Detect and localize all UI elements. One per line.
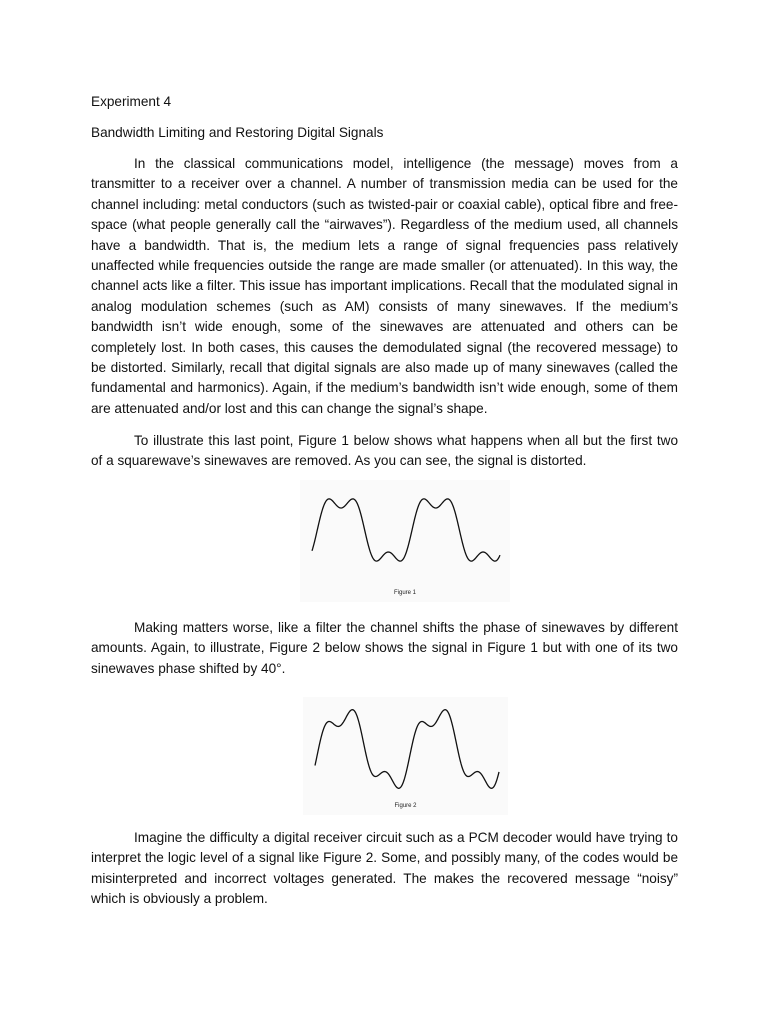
figure-1-caption: Figure 1 bbox=[393, 590, 416, 596]
document-title: Bandwidth Limiting and Restoring Digital Signals bbox=[91, 125, 384, 140]
figure-2-signal-line bbox=[315, 710, 499, 789]
paragraph-figure2-intro: Making matters worse, like a filter the channel shifts the phase of sinewaves by different amounts. Again, to illustrate, Figure 2 below shows the signal in Figure 1 but with one of its two sinewaves phase shifted by 40°. bbox=[91, 620, 678, 676]
figure-2-caption: Figure 2 bbox=[394, 803, 417, 809]
figure-2-waveform bbox=[303, 697, 508, 797]
paragraph-intro: In the classical communications model, intelligence (the message) moves from a transmitter to a receiver over a channel. A number of transmission media can be used for the channel including: metal conductors (such as twisted-pair or coaxial cable), optical fibre and free-space (what people generally call the “airwaves”). Regardless of the medium used, all channels have a bandwidth. That is, the medium lets a range of signal frequencies pass relatively unaffected while frequencies outside the range are made smaller (or attenuated). In this way, the channel acts like a filter. This issue has important implications. Recall that the modulated signal in analog modulation schemes (such as AM) consists of many sinewaves. If the medium’s bandwidth isn’t wide enough, some of the sinewaves are attenuated and others can be completely lost. In both cases, this causes the demodulated signal (the recovered message) to be distorted. Similarly, recall that digital signals are also made up of many sinewaves (called the fundamental and harmonics). Again, if the medium’s bandwidth isn’t wide enough, some of them are attenuated and/or lost and this can change the signal’s shape. bbox=[91, 156, 678, 416]
figure-1-waveform bbox=[300, 480, 510, 580]
figure-1 bbox=[300, 480, 510, 602]
figure-2 bbox=[303, 697, 508, 815]
paragraph-conclusion: Imagine the difficulty a digital receiver circuit such as a PCM decoder would have trying to interpret the logic level of a signal like Figure 2. Some, and possibly many, of the codes would be misinterpreted and incorrect voltages generated. The makes the recovered message “noisy” which is obviously a problem. bbox=[91, 830, 678, 907]
paragraph-figure1-intro: To illustrate this last point, Figure 1 below shows what happens when all but the first two of a squarewave’s sinewaves are removed. As you can see, the signal is distorted. bbox=[91, 433, 678, 469]
figure-1-signal-line bbox=[312, 499, 500, 561]
experiment-number: Experiment 4 bbox=[91, 94, 172, 109]
